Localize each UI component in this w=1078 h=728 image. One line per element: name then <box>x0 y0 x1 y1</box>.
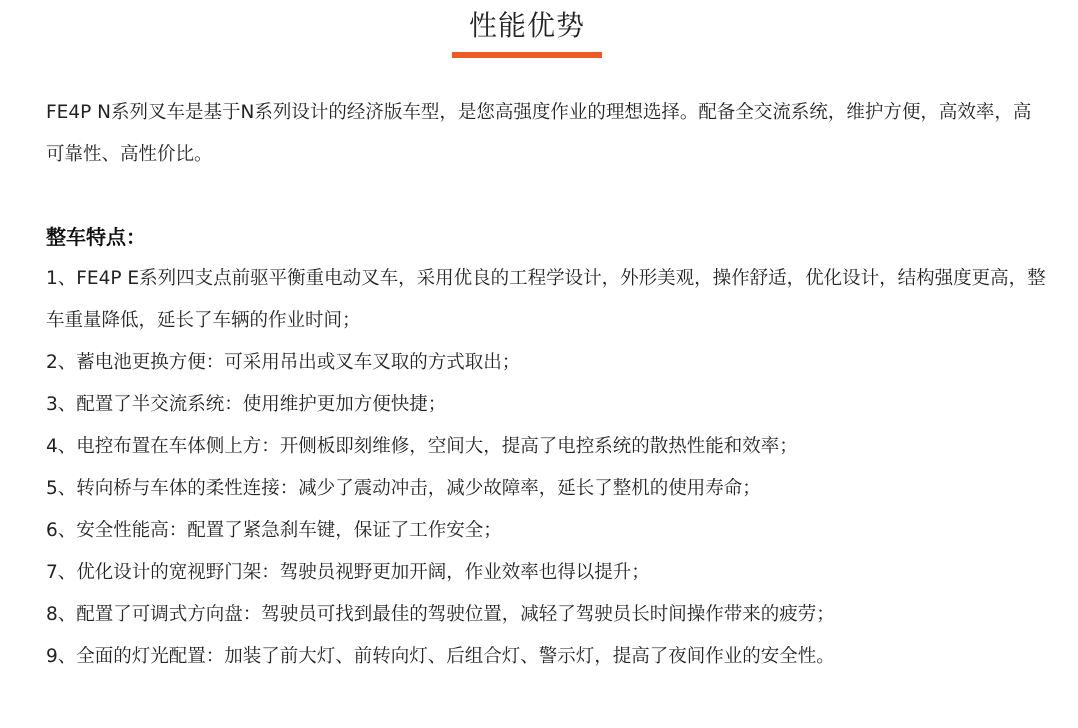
section-title: 性能优势 <box>468 9 585 42</box>
feature-item-1: 1、FE4P E系列四支点前驱平衡重电动叉车，采用优良的工程学设计，外形美观，操作舒适，优化设计，结构强度更高，整车重量降低，延长了车辆的作业时间； <box>46 268 1046 331</box>
feature-item-9: 9、全面的灯光配置：加装了前大灯、前转向灯、后组合灯、警示灯，提高了夜间作业的安全性。 <box>46 646 835 667</box>
feature-item-6: 6、安全性能高：配置了紧急刹车键，保证了工作安全； <box>46 520 502 541</box>
content-body <box>46 92 1046 678</box>
features-list <box>46 258 1046 678</box>
feature-item-3: 3、配置了半交流系统：使用维护更加方便快捷； <box>46 394 447 415</box>
feature-item-5: 5、转向桥与车体的柔性连接：减少了震动冲击，减少故障率，延长了整机的使用寿命； <box>46 478 761 499</box>
feature-item-4: 4、电控布置在车体侧上方：开侧板即刻维修，空间大，提高了电控系统的散热性能和效率； <box>46 436 798 457</box>
feature-item-7: 7、优化设计的宽视野门架：驾驶员视野更加开阔，作业效率也得以提升； <box>46 562 650 583</box>
title-underline <box>452 52 602 58</box>
intro-paragraph: FE4P N系列叉车是基于N系列设计的经济版车型，是您高强度作业的理想选择。配备全交流系统，维护方便，高效率，高可靠性、高性价比。 <box>46 102 1032 165</box>
features-heading: 整车特点： <box>46 225 146 249</box>
section-title-wrap <box>0 6 1054 46</box>
feature-item-8: 8、配置了可调式方向盘：驾驶员可找到最佳的驾驶位置，减轻了驾驶员长时间操作带来的疲劳； <box>46 604 835 625</box>
feature-item-2: 2、蓄电池更换方便：可采用吊出或叉车叉取的方式取出； <box>46 352 521 373</box>
